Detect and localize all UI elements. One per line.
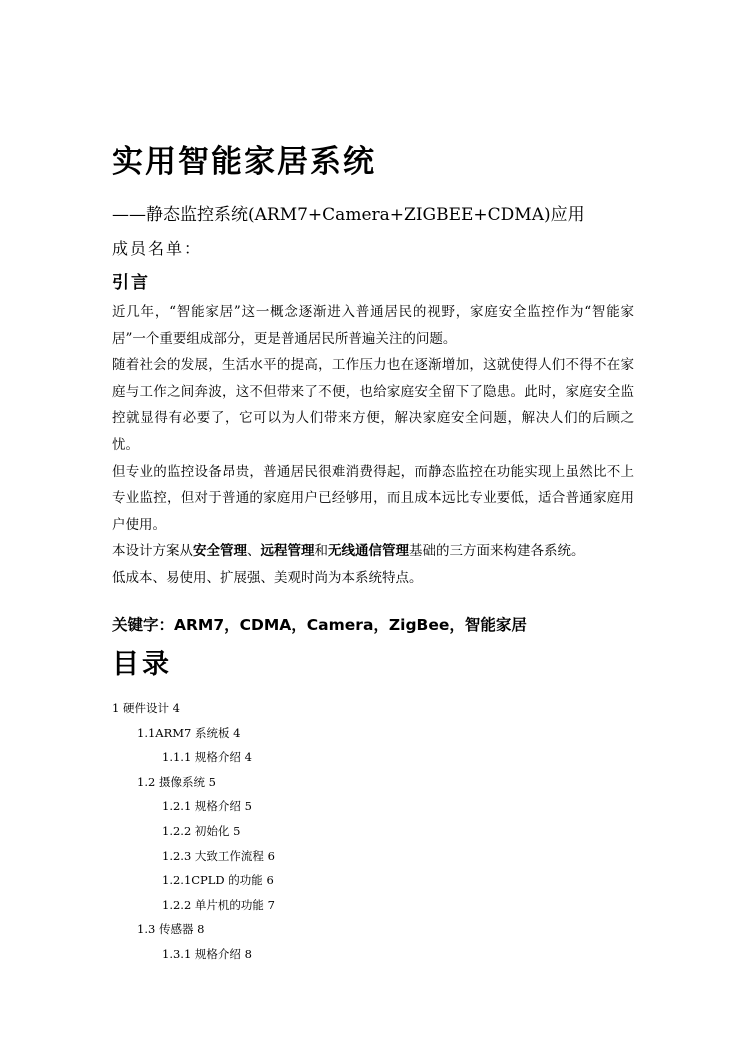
members-label: 成员名单： bbox=[112, 239, 203, 258]
paragraph-1: 近几年，“智能家居”这一概念逐渐进入普通居民的视野，家庭安全监控作为“智能家居”一个重要组成部分，更是普通居民所普遍关注的问题。 bbox=[112, 304, 634, 347]
toc-entry[interactable]: 1.2.2 单片机的功能 7 bbox=[162, 897, 275, 912]
paragraph-3: 但专业的监控设备昂贵，普通居民很难消费得起，而静态监控在功能实现上虽然比不上专业监控，但对于普通的家庭用户已经够用，而且成本远比专业要低，适合普通家庭用户使用。 bbox=[112, 463, 634, 533]
toc-entry[interactable]: 1.2 摄像系统 5 bbox=[137, 774, 216, 789]
document-subtitle: ——静态监控系统(ARM7+Camera+ZIGBEE+CDMA)应用 bbox=[112, 205, 585, 225]
toc-entry[interactable]: 1.2.2 初始化 5 bbox=[162, 823, 241, 838]
bold-wireless-management: 无线通信管理 bbox=[328, 543, 409, 560]
document-title: 实用智能家居系统 bbox=[112, 144, 376, 180]
paragraph-4 bbox=[112, 538, 634, 565]
toc-entry[interactable]: 1 硬件设计 4 bbox=[112, 701, 180, 715]
paragraph-5: 低成本、易使用、扩展强、美观时尚为本系统特点。 bbox=[112, 569, 423, 586]
bold-remote-management: 远程管理 bbox=[260, 543, 315, 560]
paragraph-4-sep2: 和 bbox=[314, 543, 328, 560]
toc-entry[interactable]: 1.1ARM7 系统板 4 bbox=[137, 725, 241, 740]
paragraph-4-prefix: 本设计方案从 bbox=[112, 543, 193, 560]
toc-entry[interactable]: 1.3.1 规格介绍 8 bbox=[162, 946, 252, 961]
toc-heading: 目录 bbox=[112, 649, 172, 680]
toc-entry[interactable]: 1.3 传感器 8 bbox=[137, 922, 205, 937]
bold-security-management: 安全管理 bbox=[193, 543, 247, 560]
keywords-line: 关键字：ARM7，CDMA，Camera，ZigBee，智能家居 bbox=[112, 616, 527, 634]
table-of-contents bbox=[0, 696, 744, 967]
intro-body bbox=[112, 299, 634, 592]
toc-entry[interactable]: 1.2.1 规格介绍 5 bbox=[162, 799, 252, 814]
paragraph-4-suffix: 基础的三方面来构建各系统。 bbox=[409, 543, 585, 560]
toc-entry[interactable]: 1.2.1CPLD 的功能 6 bbox=[162, 873, 274, 888]
toc-entry[interactable]: 1.1.1 规格介绍 4 bbox=[162, 750, 252, 765]
paragraph-2: 随着社会的发展，生活水平的提高，工作压力也在逐渐增加，这就使得人们不得不在家庭与工作之间奔波，这不但带来了不便，也给家庭安全留下了隐患。此时，家庭安全监控就显得有必要了，它可以为人们带来方便，解决家庭安全问题，解决人们的后顾之忧。 bbox=[112, 357, 634, 453]
paragraph-4-sep1: 、 bbox=[247, 543, 261, 560]
intro-heading: 引言 bbox=[112, 273, 150, 293]
toc-entry[interactable]: 1.2.3 大致工作流程 6 bbox=[162, 848, 275, 863]
